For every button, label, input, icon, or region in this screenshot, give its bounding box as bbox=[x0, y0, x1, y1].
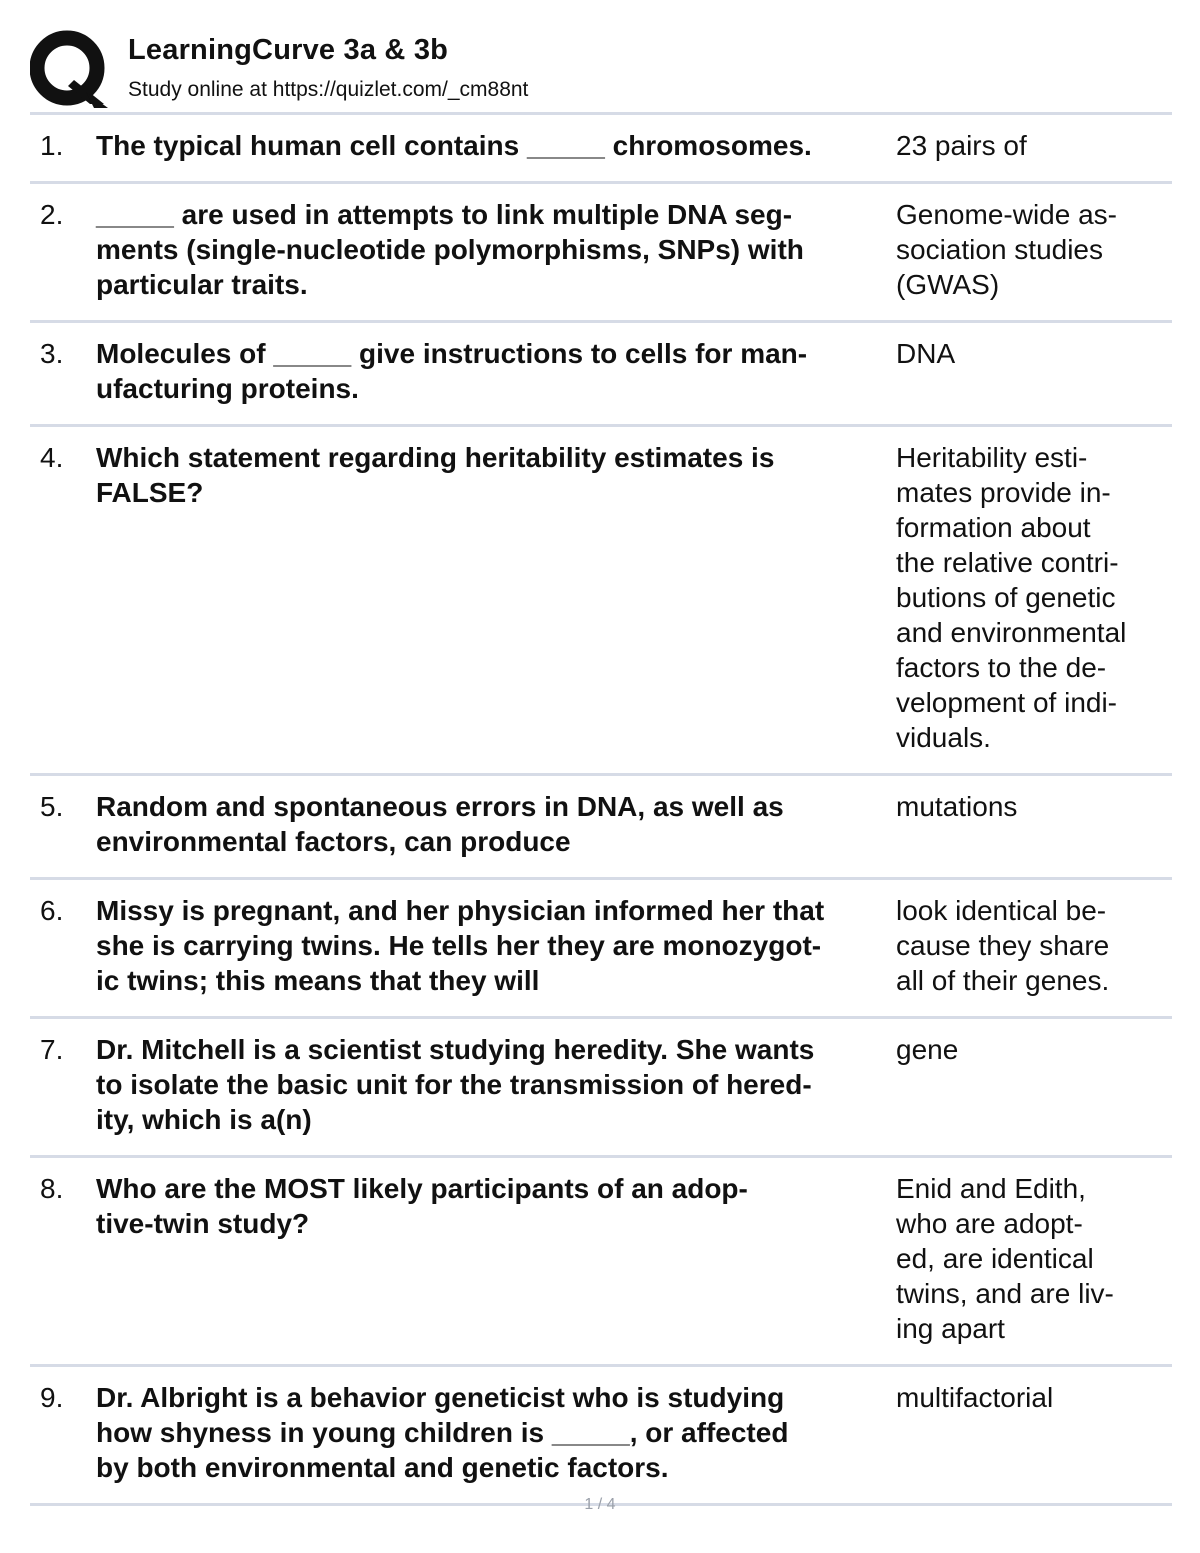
card-number: 2. bbox=[40, 199, 64, 230]
definition-line: Enid and Edith, bbox=[896, 1173, 1086, 1204]
term-line: Who are the MOST likely participants of an adop- bbox=[96, 1173, 748, 1204]
card-number: 4. bbox=[40, 442, 64, 473]
definition-line: Heritability esti- bbox=[896, 442, 1088, 473]
definition-line: 23 pairs of bbox=[896, 130, 1027, 161]
definition-line: twins, and are liv- bbox=[896, 1278, 1114, 1309]
definition-line: mutations bbox=[896, 791, 1018, 822]
term-line: to isolate the basic unit for the transmission of hered- bbox=[96, 1069, 812, 1100]
card-term bbox=[96, 893, 896, 998]
definition-line: the relative contri- bbox=[896, 547, 1119, 578]
term-line: Missy is pregnant, and her physician informed her that bbox=[96, 895, 825, 926]
card-definition bbox=[896, 789, 1172, 824]
card-term bbox=[96, 1032, 896, 1137]
term-line: ments (single-nucleotide polymorphisms, SNPs) with bbox=[96, 234, 804, 265]
term-line: The typical human cell contains _____ chromosomes. bbox=[96, 130, 812, 161]
card-definition bbox=[896, 1380, 1172, 1415]
definition-line: formation about bbox=[896, 512, 1091, 543]
card-number: 7. bbox=[40, 1034, 64, 1065]
definition-line: gene bbox=[896, 1034, 959, 1065]
card-term bbox=[96, 197, 896, 302]
definition-line: multifactorial bbox=[896, 1382, 1054, 1413]
flashcard-row bbox=[30, 776, 1172, 880]
card-number: 6. bbox=[40, 895, 64, 926]
definition-line: cause they share bbox=[896, 930, 1110, 961]
term-line: ity, which is a(n) bbox=[96, 1104, 312, 1135]
term-line: tive-twin study? bbox=[96, 1208, 310, 1239]
flashcard-row bbox=[30, 1019, 1172, 1158]
term-line: environmental factors, can produce bbox=[96, 826, 571, 857]
definition-line: Genome-wide as- bbox=[896, 199, 1117, 230]
card-definition bbox=[896, 336, 1172, 371]
definition-line: who are adopt- bbox=[896, 1208, 1083, 1239]
definition-line: sociation studies bbox=[896, 234, 1104, 265]
term-line: Molecules of _____ give instructions to cells for man- bbox=[96, 338, 808, 369]
card-term bbox=[96, 789, 896, 859]
definition-line: ed, are identical bbox=[896, 1243, 1094, 1274]
definition-line: mates provide in- bbox=[896, 477, 1111, 508]
card-definition bbox=[896, 1171, 1172, 1346]
flashcard-row bbox=[30, 184, 1172, 323]
card-definition bbox=[896, 893, 1172, 998]
card-term bbox=[96, 1380, 896, 1485]
term-line: how shyness in young children is _____, or affected bbox=[96, 1417, 789, 1448]
card-number: 8. bbox=[40, 1173, 64, 1204]
term-line: Dr. Albright is a behavior geneticist who is studying bbox=[96, 1382, 785, 1413]
flashcard-row bbox=[30, 1367, 1172, 1506]
card-term bbox=[96, 128, 896, 163]
flashcard-row bbox=[30, 323, 1172, 427]
definition-line: ing apart bbox=[896, 1313, 1005, 1344]
card-number: 1. bbox=[40, 130, 64, 161]
flashcard-list bbox=[30, 115, 1172, 1506]
study-online-link[interactable]: Study online at https://quizlet.com/_cm88nt bbox=[128, 78, 529, 101]
card-term bbox=[96, 1171, 896, 1241]
flashcard-row bbox=[30, 1158, 1172, 1367]
term-line: Which statement regarding heritability estimates is bbox=[96, 442, 775, 473]
definition-line: butions of genetic bbox=[896, 582, 1116, 613]
page-number: 1 / 4 bbox=[584, 1496, 616, 1513]
term-line: particular traits. bbox=[96, 269, 308, 300]
term-line: ufacturing proteins. bbox=[96, 373, 359, 404]
card-definition bbox=[896, 197, 1172, 302]
term-line: Dr. Mitchell is a scientist studying heredity. She wants bbox=[96, 1034, 815, 1065]
definition-line: velopment of indi- bbox=[896, 687, 1118, 718]
term-line: FALSE? bbox=[96, 477, 204, 508]
document-title: LearningCurve 3a & 3b bbox=[128, 34, 449, 66]
definition-line: all of their genes. bbox=[896, 965, 1110, 996]
definition-line: viduals. bbox=[896, 722, 991, 753]
flashcard-row bbox=[30, 427, 1172, 776]
term-line: ic twins; this means that they will bbox=[96, 965, 540, 996]
term-line: _____ are used in attempts to link multiple DNA seg- bbox=[96, 199, 793, 230]
definition-line: DNA bbox=[896, 338, 956, 369]
definition-line: look identical be- bbox=[896, 895, 1107, 926]
card-number: 3. bbox=[40, 338, 64, 369]
card-definition bbox=[896, 128, 1172, 163]
card-number: 5. bbox=[40, 791, 64, 822]
definition-line: (GWAS) bbox=[896, 269, 1000, 300]
card-definition bbox=[896, 440, 1172, 755]
card-term bbox=[96, 336, 896, 406]
term-line: Random and spontaneous errors in DNA, as well as bbox=[96, 791, 784, 822]
term-line: by both environmental and genetic factors. bbox=[96, 1452, 669, 1483]
definition-line: and environmental bbox=[896, 617, 1127, 648]
card-term bbox=[96, 440, 896, 510]
card-number: 9. bbox=[40, 1382, 64, 1413]
flashcard-row bbox=[30, 115, 1172, 184]
definition-line: factors to the de- bbox=[896, 652, 1107, 683]
flashcard-row bbox=[30, 880, 1172, 1019]
document-header bbox=[30, 30, 1172, 110]
card-definition bbox=[896, 1032, 1172, 1067]
quizlet-logo-icon bbox=[30, 30, 108, 108]
term-line: she is carrying twins. He tells her they are monozygot- bbox=[96, 930, 822, 961]
